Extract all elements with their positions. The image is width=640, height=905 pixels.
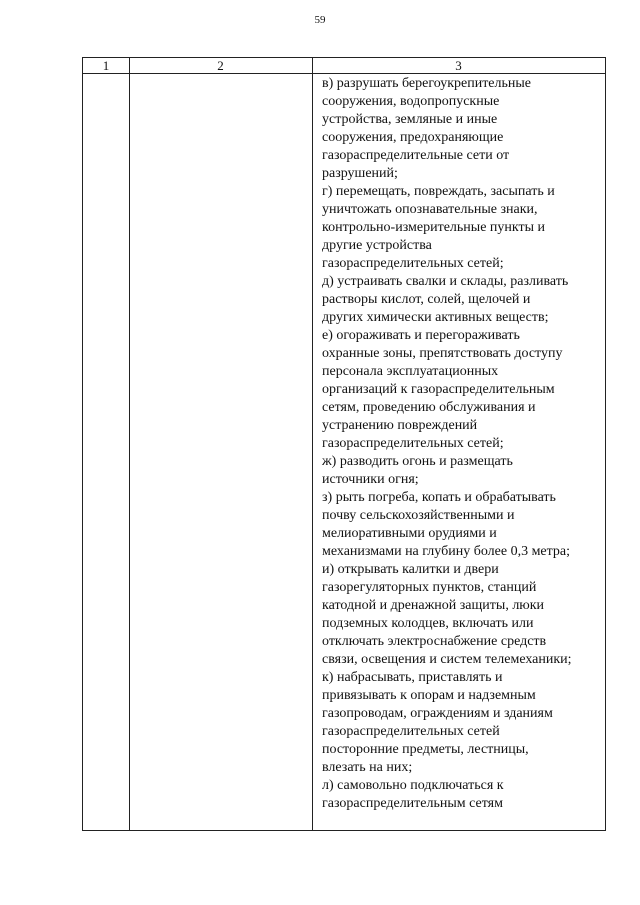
text-line: устройства, земляные и иные — [322, 112, 498, 127]
page-number: 59 — [314, 14, 326, 26]
text-line: почву сельскохозяйственными и — [322, 508, 515, 523]
text-line: влезать на них; — [322, 760, 413, 775]
column-header-3: 3 — [455, 58, 462, 73]
text-line: в) разрушать берегоукрепительные — [322, 76, 532, 91]
text-line: д) устраивать свалки и склады, разливать — [322, 274, 569, 289]
text-line: газораспределительных сетей; — [322, 256, 504, 271]
table-header-row — [83, 58, 605, 74]
text-line: газораспределительным сетям — [322, 796, 503, 811]
column-header-2: 2 — [217, 58, 224, 73]
text-line: катодной и дренажной защиты, люки — [322, 598, 545, 613]
text-line: персонала эксплуатационных — [322, 364, 499, 379]
column-divider — [312, 58, 313, 830]
text-line: е) огораживать и перегораживать — [322, 328, 520, 343]
text-line: сооружения, водопропускные — [322, 94, 500, 109]
text-line: устранению повреждений — [322, 418, 478, 433]
text-line: г) перемещать, повреждать, засыпать и — [322, 184, 555, 199]
text-line: механизмами на глубину более 0,3 метра; — [322, 544, 571, 559]
text-line: сооружения, предохраняющие — [322, 130, 504, 145]
text-line: з) рыть погреба, копать и обрабатывать — [322, 490, 556, 505]
text-line: контрольно-измерительные пункты и — [322, 220, 546, 235]
column-divider — [129, 58, 130, 830]
text-line: другие устройства — [322, 238, 432, 253]
text-line: организаций к газораспределительным — [322, 382, 555, 397]
text-line: л) самовольно подключаться к — [322, 778, 504, 793]
text-line: связи, освещения и систем телемеханики; — [322, 652, 572, 667]
text-line: газораспределительные сети от — [322, 148, 510, 163]
text-line: подземных колодцев, включать или — [322, 616, 534, 631]
text-line: привязывать к опорам и надземным — [322, 688, 536, 703]
text-line: посторонние предметы, лестницы, — [322, 742, 529, 757]
text-line: и) открывать калитки и двери — [322, 562, 499, 577]
text-line: к) набрасывать, приставлять и — [322, 670, 503, 685]
text-line: сетям, проведению обслуживания и — [322, 400, 536, 415]
text-line: газорегуляторных пунктов, станций — [322, 580, 537, 595]
text-line: газораспределительных сетей — [322, 724, 500, 739]
text-line: растворы кислот, солей, щелочей и — [322, 292, 531, 307]
text-line: мелиоративными орудиями и — [322, 526, 497, 541]
text-line: охранные зоны, препятствовать доступу — [322, 346, 563, 361]
text-line: газопроводам, ограждениям и зданиям — [322, 706, 553, 721]
text-line: других химически активных веществ; — [322, 310, 549, 325]
text-line: источники огня; — [322, 472, 419, 487]
column-header-1: 1 — [102, 58, 110, 73]
document-table — [82, 57, 606, 831]
text-line: ж) разводить огонь и размещать — [322, 454, 513, 469]
column-3-text — [322, 75, 605, 813]
text-line: разрушений; — [322, 166, 398, 181]
text-line: газораспределительных сетей; — [322, 436, 504, 451]
text-line: отключать электроснабжение средств — [322, 634, 547, 649]
text-line: уничтожать опознавательные знаки, — [322, 202, 538, 217]
